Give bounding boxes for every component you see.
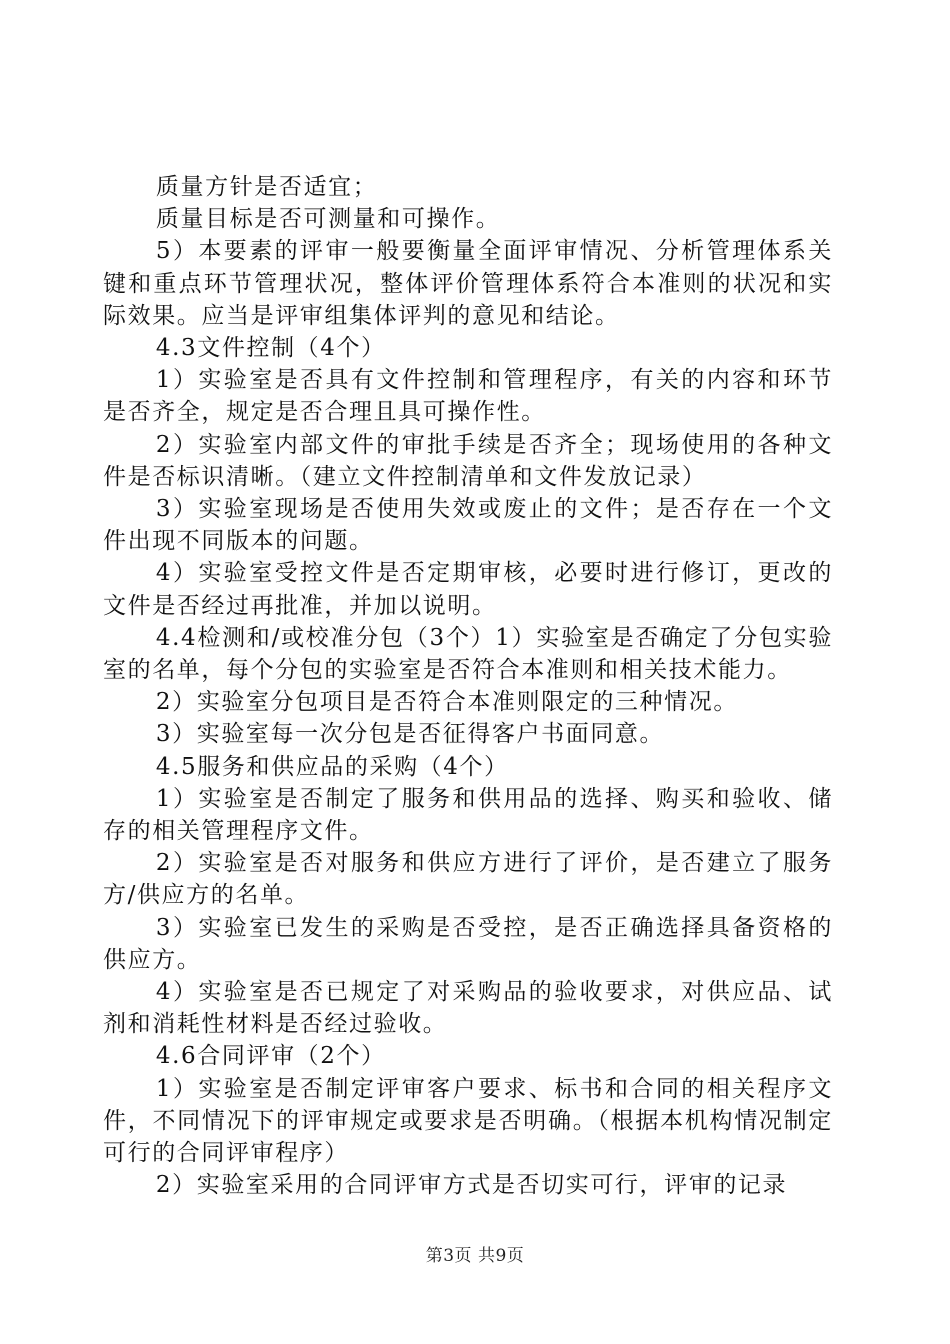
paragraph: 2）实验室是否对服务和供应方进行了评价，是否建立了服务方/供应方的名单。 <box>103 850 833 909</box>
paragraph: 4）实验室受控文件是否定期审核，必要时进行修订，更改的文件是否经过再批准，并加以说明。 <box>103 560 833 619</box>
paragraph: 2）实验室采用的合同评审方式是否切实可行，评审的记录 <box>155 1172 788 1199</box>
document-body <box>103 171 833 1202</box>
paragraph: 2）实验室内部文件的审批手续是否齐全；现场使用的各种文件是否标识清晰。（建立文件控制清单和文件发放记录） <box>103 431 833 490</box>
paragraph: 5）本要素的评审一般要衡量全面评审情况、分析管理体系关键和重点环节管理状况，整体评价管理体系符合本准则的状况和实际效果。应当是评审组集体评判的意见和结论。 <box>103 238 833 329</box>
paragraph: 1）实验室是否具有文件控制和管理程序，有关的内容和环节是否齐全，规定是否合理且具可操作性。 <box>103 367 833 426</box>
paragraph: 质量方针是否适宜； <box>155 174 378 200</box>
paragraph: 3）实验室现场是否使用失效或废止的文件；是否存在一个文件出现不同版本的问题。 <box>103 496 833 555</box>
paragraph: 3）实验室每一次分包是否征得客户书面同意。 <box>155 721 665 748</box>
paragraph: 2）实验室分包项目是否符合本准则限定的三种情况。 <box>155 689 738 716</box>
section-heading: 4.3文件控制（4个） <box>155 335 386 362</box>
paragraph: 1）实验室是否制定了服务和供用品的选择、购买和验收、储存的相关管理程序文件。 <box>103 785 833 845</box>
section-heading: 4.5服务和供应品的采购（4个） <box>155 753 509 780</box>
paragraph: 1）实验室是否制定评审客户要求、标书和合同的相关程序文件，不同情况下的评审规定或要求是否明确。（根据本机构情况制定可行的合同评审程序） <box>103 1075 833 1167</box>
page-number-footer: 第3页 共9页 <box>425 1246 525 1266</box>
paragraph: 4）实验室是否已规定了对采购品的验收要求，对供应品、试剂和消耗性材料是否经过验收。 <box>103 979 833 1038</box>
section-heading: 4.4检测和/或校准分包（3个）1）实验室是否确定了分包实验室的名单，每个分包的实验室是否符合本准则和相关技术能力。 <box>103 624 833 684</box>
paragraph: 3）实验室已发生的采购是否受控，是否正确选择具备资格的供应方。 <box>103 914 833 973</box>
section-heading: 4.6合同评审（2个） <box>155 1043 386 1070</box>
paragraph: 质量目标是否可测量和可操作。 <box>155 206 501 233</box>
